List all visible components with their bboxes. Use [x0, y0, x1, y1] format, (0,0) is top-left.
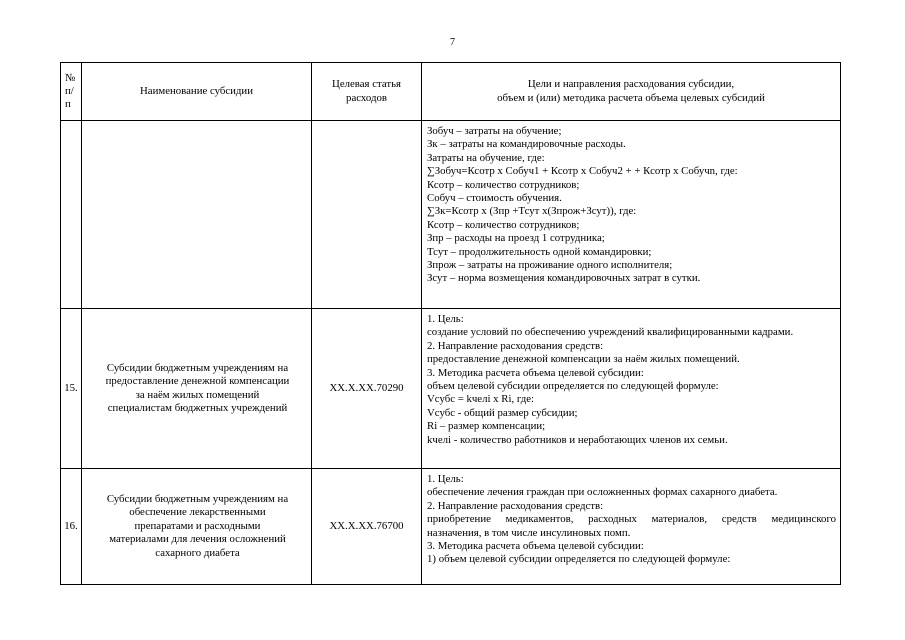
desc-line: 1. Цель:	[427, 473, 464, 485]
subsidy-description	[422, 121, 841, 309]
desc-line: приобретение медикаментов, расходных материалов, средств медицинского	[427, 513, 836, 526]
header-number-line: п/	[65, 85, 74, 97]
subsidy-description	[422, 309, 841, 469]
subsidy-name-line: Субсидии бюджетным учреждениям на	[106, 492, 289, 505]
desc-line: Зобуч – затраты на обучение;	[427, 125, 562, 137]
desc-line: kчелi - количество работников и неработающих членов их семьи.	[427, 433, 728, 446]
formula-line: ∑Зк=Ксотр x (Зпр +Тсут x(Зпрож+Зсут)), где:	[427, 205, 637, 218]
desc-line: создание условий по обеспечению учреждений квалифицированными кадрами.	[427, 326, 794, 339]
desc-line: Ксотр – количество сотрудников;	[427, 178, 580, 191]
desc-line: объем целевой субсидии определяется по следующей формуле:	[427, 380, 719, 393]
desc-line: 2. Направление расходования средств:	[427, 499, 604, 512]
table-row	[61, 469, 841, 585]
row-number	[61, 121, 82, 309]
target-code: XX.X.XX.76700	[312, 469, 422, 585]
desc-line: Зк – затраты на командировочные расходы.	[427, 138, 626, 151]
desc-line: Vсубс - общий размер субсидии;	[427, 406, 578, 419]
page-number: 7	[450, 37, 455, 48]
target-code: XX.X.XX.70290	[312, 309, 422, 469]
subsidy-name-line: обеспечение лекарственными	[129, 506, 266, 519]
desc-line: Затраты на обучение, где:	[427, 151, 545, 164]
desc-line: 2. Направление расходования средств:	[427, 339, 604, 352]
desc-line: Ri – размер компенсации;	[427, 420, 546, 433]
subsidy-name-line: препаратами и расходными	[134, 519, 261, 532]
desc-line: Собуч – стоимость обучения.	[427, 192, 562, 205]
header-name: Наименование субсидии	[82, 63, 312, 121]
header-description-line: Цели и направления расходования субсидии,	[527, 78, 735, 91]
header-code-line: расходов	[346, 91, 387, 104]
header-code	[312, 63, 422, 121]
header-number	[61, 63, 82, 121]
header-code-line: Целевая статья	[332, 78, 401, 91]
desc-line: Зпрож – затраты на проживание одного исполнителя;	[427, 259, 673, 272]
desc-line: Ксотр – количество сотрудников;	[427, 218, 580, 231]
subsidy-name	[82, 469, 312, 585]
formula-line: Vсубс = kчелi x Ri, где:	[427, 393, 535, 406]
desc-line: обеспечение лечения граждан при осложненных формах сахарного диабета.	[427, 486, 778, 499]
subsidy-name-line: Субсидии бюджетным учреждениям на	[106, 361, 289, 374]
target-code	[312, 121, 422, 309]
desc-line: Зпр – расходы на проезд 1 сотрудника;	[427, 232, 605, 245]
row-number: 16.	[61, 469, 82, 585]
desc-line: Зсут – норма возмещения командировочных затрат в сутки.	[427, 272, 701, 285]
formula-line: ∑Зобуч=Ксотр x Собуч1 + Ксотр x Собуч2 + + Ксотр x Собучn, где:	[427, 165, 738, 178]
subsidy-name-line: сахарного диабета	[155, 546, 240, 559]
header-description	[422, 63, 841, 121]
subsidy-description	[422, 469, 841, 585]
desc-line: назначения, в том числе инсулиновых помп.	[427, 526, 631, 539]
subsidy-name-line: специалистам бюджетных учреждений	[107, 401, 288, 414]
table-header-row	[61, 63, 841, 121]
subsidy-name-line: предоставление денежной компенсации	[105, 375, 290, 388]
subsidy-name-line: за наём жилых помещений	[135, 388, 260, 401]
row-number: 15.	[61, 309, 82, 469]
desc-line: предоставление денежной компенсации за наём жилых помещений.	[427, 353, 740, 366]
subsidy-name	[82, 309, 312, 469]
header-description-line: объем и (или) методика расчета объема целевых субсидий	[497, 91, 765, 104]
subsidy-name	[82, 121, 312, 309]
desc-line: Тсут – продолжительность одной командировки;	[427, 245, 652, 258]
desc-line: 3. Методика расчета объема целевой субсидии:	[427, 366, 644, 379]
desc-line: 1) объем целевой субсидии определяется по следующей формуле:	[427, 553, 731, 566]
header-number-line: №	[65, 72, 76, 84]
header-number-line: п	[65, 98, 71, 110]
subsidy-name-line: материалами для лечения осложнений	[109, 533, 286, 546]
table-row	[61, 309, 841, 469]
desc-line: 1. Цель:	[427, 313, 464, 325]
desc-line: 3. Методика расчета объема целевой субсидии:	[427, 540, 644, 553]
subsidy-table	[60, 62, 841, 585]
table-row	[61, 121, 841, 309]
